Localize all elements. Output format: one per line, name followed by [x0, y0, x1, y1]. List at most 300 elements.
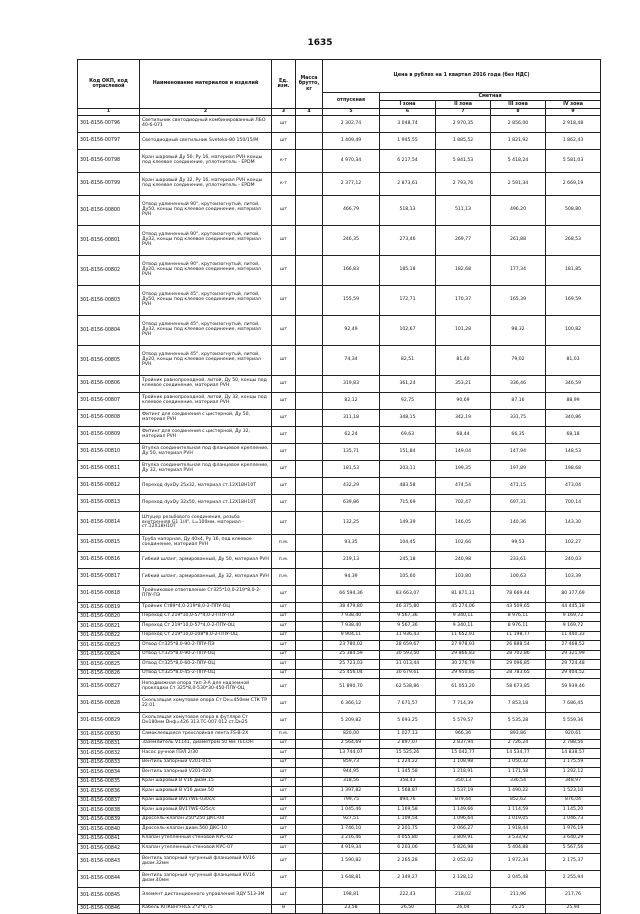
price-zone-1: 2 265,28	[380, 853, 436, 870]
item-mass	[296, 622, 323, 632]
price-zone-4: 143,30	[546, 512, 601, 535]
column-index-row	[78, 109, 601, 116]
column-index: 4	[296, 109, 323, 116]
item-name: Дроссель-клапан 250*250 ДКС-04	[140, 815, 272, 825]
price-zone-3: 99,53	[491, 535, 546, 552]
price-zone-4: 80 377,69	[546, 586, 601, 603]
item-code: 301-8156-00833	[78, 758, 140, 768]
header-zone-2: II зона	[436, 101, 491, 109]
item-code: 301-8156-00839	[78, 815, 140, 825]
item-code: 301-8156-00813	[78, 495, 140, 512]
table-row	[78, 461, 601, 478]
item-name: Самоклеящаяся трехслойная лента FS-B-2X	[140, 730, 272, 740]
price-zone-3: 98,32	[491, 316, 546, 346]
release-price: 51 890,70	[323, 679, 380, 696]
price-zone-4: 1 862,43	[546, 133, 601, 150]
item-unit: шт	[272, 346, 296, 376]
price-zone-1: 894,76	[380, 796, 436, 806]
price-zone-2: 342,19	[436, 410, 491, 427]
release-price: 198,81	[323, 887, 380, 904]
release-price: 23,58	[323, 904, 380, 914]
item-mass	[296, 669, 323, 679]
price-zone-1: 1 224,22	[380, 758, 436, 768]
column-index: 5	[323, 109, 380, 116]
table-row	[78, 173, 601, 196]
table-row	[78, 444, 601, 461]
item-code: 301-8156-00801	[78, 226, 140, 256]
item-code: 301-8156-00808	[78, 410, 140, 427]
price-zone-2: 29 866,83	[436, 650, 491, 660]
table-row	[78, 739, 601, 749]
price-zone-1: 2 201,75	[380, 825, 436, 835]
price-zone-1: 2 873,61	[380, 173, 436, 196]
item-unit: шт	[272, 887, 296, 904]
price-zone-2: 1 885,52	[436, 133, 491, 150]
price-zone-1: 9 567,36	[380, 622, 436, 632]
item-name: Вентиль запорный чугунный фланцевый KV16 диам.40мм	[140, 870, 272, 887]
table-row	[78, 226, 601, 256]
item-code: 301-8156-00798	[78, 150, 140, 173]
table-row	[78, 749, 601, 759]
price-zone-3: 78 669,44	[491, 586, 546, 603]
item-unit: шт	[272, 612, 296, 622]
item-name: Переход Ст 219*10,0-57*4,0-2-ППУ-ПЭ	[140, 612, 272, 622]
item-name: Втулка соединительная под фланцевое крепление, Ду 50, материал PVH	[140, 444, 272, 461]
release-price: 311,18	[323, 410, 380, 427]
price-zone-3: 1 050,32	[491, 758, 546, 768]
release-price: 1 045,46	[323, 806, 380, 816]
price-zone-2: 1 537,19	[436, 787, 491, 797]
table-row	[78, 887, 601, 904]
item-unit: шт	[272, 713, 296, 730]
header-zone-3: III зона	[491, 101, 546, 109]
price-zone-3: 1 918,44	[491, 825, 546, 835]
item-name: Фитинг для соединения с цистерной, Ду 32, материал PVH	[140, 427, 272, 444]
release-price: 4 919,34	[323, 844, 380, 854]
item-name: Светодиодный светильник Sveteko-80 150/15/М	[140, 133, 272, 150]
item-mass	[296, 133, 323, 150]
item-unit: шт	[272, 410, 296, 427]
header-mass: Масса брутто, кг	[296, 60, 323, 109]
table-row	[78, 730, 601, 740]
price-zone-1: 46 375,80	[380, 603, 436, 613]
price-zone-2: 1 149,66	[436, 806, 491, 816]
price-zone-4: 103,39	[546, 569, 601, 586]
price-zone-4: 5 567,56	[546, 844, 601, 854]
price-zone-4: 217,76	[546, 887, 601, 904]
price-zone-2: 879,44	[436, 796, 491, 806]
item-code: 301-8156-00822	[78, 631, 140, 641]
item-mass	[296, 444, 323, 461]
price-zone-1: 15 525,26	[380, 749, 436, 759]
price-zone-4: 2 669,19	[546, 173, 601, 196]
price-zone-1: 203,11	[380, 461, 436, 478]
item-name: Кран шаровый В V16 диам.15	[140, 777, 272, 787]
release-price: 93,35	[323, 535, 380, 552]
header-zone-4: IV зона	[546, 101, 601, 109]
item-name: Кран шаровый Ду 32, Ру 16, материал PVH концы под клеевое соединение, уплотнитель - EPDM	[140, 173, 272, 196]
price-zone-3: 28 702,86	[491, 650, 546, 660]
price-zone-1: 715,69	[380, 495, 436, 512]
release-price: 155,59	[323, 286, 380, 316]
item-mass	[296, 815, 323, 825]
item-unit: шт	[272, 669, 296, 679]
item-code: 301-8156-00805	[78, 346, 140, 376]
price-zone-4: 29 724,48	[546, 660, 601, 670]
release-price: 94,39	[323, 569, 380, 586]
item-code: 301-8156-00836	[78, 787, 140, 797]
price-zone-3: 7 853,18	[491, 696, 546, 713]
release-price: 38 479,80	[323, 603, 380, 613]
item-name: Отвод удлиненный 90°, крутоизогнутый, литой, Ду32, концы под клеевое соединение, материал PVH	[140, 226, 272, 256]
price-zone-2: 146,05	[436, 512, 491, 535]
header-price-group: Цена в рублях на 1 квартал 2016 года (без НДС)	[323, 60, 601, 93]
item-unit: шт	[272, 196, 296, 226]
price-zone-1: 5 693,25	[380, 713, 436, 730]
item-code: 301-8156-00824	[78, 650, 140, 660]
item-mass	[296, 226, 323, 256]
item-mass	[296, 346, 323, 376]
release-price: 6 366,12	[323, 696, 380, 713]
item-code: 301-8156-00842	[78, 844, 140, 854]
item-unit: шт	[272, 777, 296, 787]
release-price: 66 594,36	[323, 586, 380, 603]
item-unit: шт	[272, 641, 296, 651]
table-row	[78, 669, 601, 679]
table-row	[78, 787, 601, 797]
price-zone-3: 211,96	[491, 887, 546, 904]
price-zone-2: 30 276,79	[436, 660, 491, 670]
table-row	[78, 410, 601, 427]
item-unit: м	[272, 904, 296, 914]
price-zone-4: 2 788,56	[546, 739, 601, 749]
price-zone-2: 90,69	[436, 393, 491, 410]
price-zone-4: 1 145,20	[546, 806, 601, 816]
item-mass	[296, 586, 323, 603]
price-zone-3: 5 404,88	[491, 844, 546, 854]
table-row	[78, 552, 601, 569]
price-zone-3: 8 976,11	[491, 612, 546, 622]
item-name: Тройник равнопроходной, литой, Ду 32, концы под клеевое соединение, материал PVH	[140, 393, 272, 410]
item-mass	[296, 495, 323, 512]
price-zone-2: 7 714,39	[436, 696, 491, 713]
table-row	[78, 586, 601, 603]
item-mass	[296, 696, 323, 713]
price-zone-2: 199,35	[436, 461, 491, 478]
price-zone-3: 1 114,59	[491, 806, 546, 816]
price-zone-4: 198,68	[546, 461, 601, 478]
price-zone-4: 1 175,59	[546, 758, 601, 768]
price-zone-4: 11 440,33	[546, 631, 601, 641]
item-unit: шт	[272, 787, 296, 797]
price-zone-2: 2 837,94	[436, 739, 491, 749]
price-zone-4: 169,59	[546, 286, 601, 316]
item-unit: шт	[272, 834, 296, 844]
column-index: 2	[140, 109, 272, 116]
item-unit: к-т	[272, 173, 296, 196]
price-zone-1: 2 897,07	[380, 739, 436, 749]
table-row	[78, 796, 601, 806]
price-zone-2: 103,80	[436, 569, 491, 586]
price-zone-3: 496,20	[491, 196, 546, 226]
item-code: 301-8156-00800	[78, 196, 140, 226]
price-zone-3: 1 490,22	[491, 787, 546, 797]
price-zone-3: 28 783,65	[491, 669, 546, 679]
item-mass	[296, 256, 323, 286]
price-zone-4: 81,03	[546, 346, 601, 376]
item-unit: шт	[272, 444, 296, 461]
item-mass	[296, 870, 323, 887]
release-price: 3 216,46	[323, 834, 380, 844]
item-mass	[296, 603, 323, 613]
item-unit: шт	[272, 650, 296, 660]
item-name: Скользящая хомутовая опора Ст Dн=450мм СТК ТР 22.01	[140, 696, 272, 713]
price-zone-4: 29 321,99	[546, 650, 601, 660]
item-code: 301-8156-00844	[78, 870, 140, 887]
price-zone-3: 100,63	[491, 569, 546, 586]
price-zone-3: 165,39	[491, 286, 546, 316]
item-code: 301-8156-00827	[78, 679, 140, 696]
item-mass	[296, 844, 323, 854]
item-unit: шт	[272, 631, 296, 641]
table-row	[78, 777, 601, 787]
price-zone-3: 58 673,85	[491, 679, 546, 696]
item-code: 301-8156-00840	[78, 825, 140, 835]
item-code: 301-8156-00812	[78, 478, 140, 495]
price-zone-4: 1 292,12	[546, 768, 601, 778]
item-code: 301-8156-00796	[78, 116, 140, 133]
price-zone-1: 222,43	[380, 887, 436, 904]
release-price: 62,24	[323, 427, 380, 444]
price-zone-2: 240,98	[436, 552, 491, 569]
price-zone-1: 26,50	[380, 904, 436, 914]
price-zone-4: 2 255,94	[546, 870, 601, 887]
item-code: 301-8156-00832	[78, 749, 140, 759]
price-zone-1: 245,18	[380, 552, 436, 569]
price-zone-3: 29 096,85	[491, 660, 546, 670]
item-unit: шт	[272, 622, 296, 632]
price-zone-1: 348,15	[380, 410, 436, 427]
price-zone-1: 172,71	[380, 286, 436, 316]
item-code: 301-8156-00818	[78, 586, 140, 603]
item-unit: шт	[272, 696, 296, 713]
price-zone-3: 2 726,24	[491, 739, 546, 749]
release-price: 246,35	[323, 226, 380, 256]
item-name: Заземлитель V1141, диаметром 50 мм TECOFI	[140, 739, 272, 749]
item-code: 301-8156-00803	[78, 286, 140, 316]
table-row	[78, 133, 601, 150]
release-price: 25 384,59	[323, 650, 380, 660]
price-zone-4: 346,59	[546, 376, 601, 393]
item-mass	[296, 173, 323, 196]
item-name: Кран шаровый Ду 50, Ру 16, материал PVH концы под клеевое соединение, уплотнитель - EPDM	[140, 150, 272, 173]
item-mass	[296, 768, 323, 778]
table-row	[78, 603, 601, 613]
price-zone-2: 102,66	[436, 535, 491, 552]
item-code: 301-8156-00819	[78, 603, 140, 613]
release-price: 859,73	[323, 758, 380, 768]
item-code: 301-8156-00817	[78, 569, 140, 586]
header-release-price: отпускная	[323, 93, 380, 109]
item-name: Втулка соединительная под фланцевое крепление, Ду 32, материал PVH	[140, 461, 272, 478]
item-unit: шт	[272, 870, 296, 887]
release-price: 7 938,40	[323, 622, 380, 632]
item-mass	[296, 512, 323, 535]
column-index: 3	[272, 109, 296, 116]
item-code: 301-8156-00831	[78, 739, 140, 749]
price-zone-2: 353,21	[436, 376, 491, 393]
release-price: 82,12	[323, 393, 380, 410]
item-name: Отвод Ст325*8,0-90-2-ППУ-ОЦ	[140, 650, 272, 660]
item-unit: шт	[272, 825, 296, 835]
price-zone-2: 170,37	[436, 286, 491, 316]
item-code: 301-8156-00811	[78, 461, 140, 478]
price-zone-4: 240,03	[546, 552, 601, 569]
item-unit: шт	[272, 749, 296, 759]
price-zone-4: 27 468,52	[546, 641, 601, 651]
item-mass	[296, 427, 323, 444]
release-price: 74,34	[323, 346, 380, 376]
item-code: 301-8156-00838	[78, 806, 140, 816]
price-zone-4: 9 169,72	[546, 622, 601, 632]
price-zone-1: 149,39	[380, 512, 436, 535]
table-row	[78, 535, 601, 552]
header-zone-1: I зона	[380, 101, 436, 109]
column-index: 1	[78, 109, 140, 116]
page-number: 1635	[307, 38, 333, 48]
price-zone-1: 6 217,54	[380, 150, 436, 173]
price-zone-3: 1 821,92	[491, 133, 546, 150]
table-row	[78, 660, 601, 670]
price-zone-2: 474,54	[436, 478, 491, 495]
price-zone-1: 31 013,44	[380, 660, 436, 670]
price-zone-2: 2 970,35	[436, 116, 491, 133]
price-zone-1: 69,63	[380, 427, 436, 444]
price-zone-2: 9 340,11	[436, 612, 491, 622]
table-row	[78, 393, 601, 410]
item-mass	[296, 461, 323, 478]
price-zone-4: 2 175,37	[546, 853, 601, 870]
item-name: Кран шаровый BV17WE-025с/с	[140, 806, 272, 816]
table-row	[78, 650, 601, 660]
price-zone-4: 9 169,72	[546, 612, 601, 622]
item-code: 301-8156-00829	[78, 713, 140, 730]
item-name: Скользящая хомутовая опора в футляре Ст Dн180мм Dнф=426 313.ТС-007 012 ст.Dн25	[140, 713, 272, 730]
item-unit: шт	[272, 679, 296, 696]
column-index: 6	[380, 109, 436, 116]
item-unit: шт	[272, 116, 296, 133]
release-price: 181,53	[323, 461, 380, 478]
price-zone-3: 261,88	[491, 226, 546, 256]
table-row	[78, 825, 601, 835]
item-mass	[296, 552, 323, 569]
table-row	[78, 427, 601, 444]
price-zone-3: 336,54	[491, 777, 546, 787]
price-zone-4: 14 838,57	[546, 749, 601, 759]
header-name: Наименование материалов и изделий	[140, 60, 272, 109]
price-zone-2: 68,44	[436, 427, 491, 444]
price-zone-2: 61 053,20	[436, 679, 491, 696]
item-unit: шт	[272, 461, 296, 478]
item-code: 301-8156-00816	[78, 552, 140, 569]
table-row	[78, 758, 601, 768]
price-zone-4: 5 581,03	[546, 150, 601, 173]
price-zone-3: 2 045,48	[491, 870, 546, 887]
item-name: Штуцер резьбового соединения, резьба внутренняя G1 1/4", L=100мм, материал - ст.12Х18Н10Т	[140, 512, 272, 535]
release-price: 132,25	[323, 512, 380, 535]
item-unit: шт	[272, 478, 296, 495]
release-price: 2 377,12	[323, 173, 380, 196]
item-code: 301-8156-00810	[78, 444, 140, 461]
price-zone-2: 702,47	[436, 495, 491, 512]
release-price: 1 648,81	[323, 870, 380, 887]
table-row	[78, 376, 601, 393]
item-unit: шт	[272, 660, 296, 670]
item-code: 301-8156-00809	[78, 427, 140, 444]
item-unit: шт	[272, 768, 296, 778]
release-price: 7 938,40	[323, 612, 380, 622]
item-code: 301-8156-00797	[78, 133, 140, 150]
item-mass	[296, 887, 323, 904]
item-code: 301-8156-00841	[78, 834, 140, 844]
item-mass	[296, 535, 323, 552]
price-zone-2: 101,28	[436, 316, 491, 346]
price-zone-3: 852,62	[491, 796, 546, 806]
item-name: Переход dyxDy 32x50, материал ст.12Х18Н10Т	[140, 495, 272, 512]
item-mass	[296, 631, 323, 641]
price-zone-4: 473,04	[546, 478, 601, 495]
item-name: Отвод Ст325*8,0-90-2-ППУ-ПЭ	[140, 641, 272, 651]
item-mass	[296, 196, 323, 226]
item-code: 301-8156-00820	[78, 612, 140, 622]
table-row	[78, 834, 601, 844]
price-zone-4: 1 046,73	[546, 815, 601, 825]
price-zone-3: 471,15	[491, 478, 546, 495]
price-zone-4: 2 918,48	[546, 116, 601, 133]
price-zone-4: 7 686,45	[546, 696, 601, 713]
item-code: 301-8156-00807	[78, 393, 140, 410]
item-mass	[296, 612, 323, 622]
item-mass	[296, 796, 323, 806]
table-row	[78, 679, 601, 696]
price-zone-3: 25,25	[491, 904, 546, 914]
release-price: 2 302,74	[323, 116, 380, 133]
item-unit: шт	[272, 758, 296, 768]
price-zone-1: 82,51	[380, 346, 436, 376]
price-zone-4: 920,61	[546, 730, 601, 740]
table-row	[78, 806, 601, 816]
release-price: 1 746,10	[323, 825, 380, 835]
price-zone-1: 1 945,55	[380, 133, 436, 150]
table-row	[78, 612, 601, 622]
item-name: Отвод удлиненный 90°, крутоизогнутый, литой, Ду50, концы под клеевое соединение, материал PVH	[140, 196, 272, 226]
item-mass	[296, 806, 323, 816]
table-body	[78, 116, 601, 914]
price-zone-3: 2 591,34	[491, 173, 546, 196]
table-row	[78, 346, 601, 376]
price-zone-2: 27 978,93	[436, 641, 491, 651]
price-zone-1: 1 345,58	[380, 768, 436, 778]
item-mass	[296, 286, 323, 316]
table-row	[78, 622, 601, 632]
item-mass	[296, 825, 323, 835]
price-zone-2: 966,36	[436, 730, 491, 740]
price-zone-3: 893,86	[491, 730, 546, 740]
item-unit: п.м.	[272, 569, 296, 586]
price-zone-4: 5 559,36	[546, 713, 601, 730]
column-index: 7	[436, 109, 491, 116]
table-row	[78, 116, 601, 133]
